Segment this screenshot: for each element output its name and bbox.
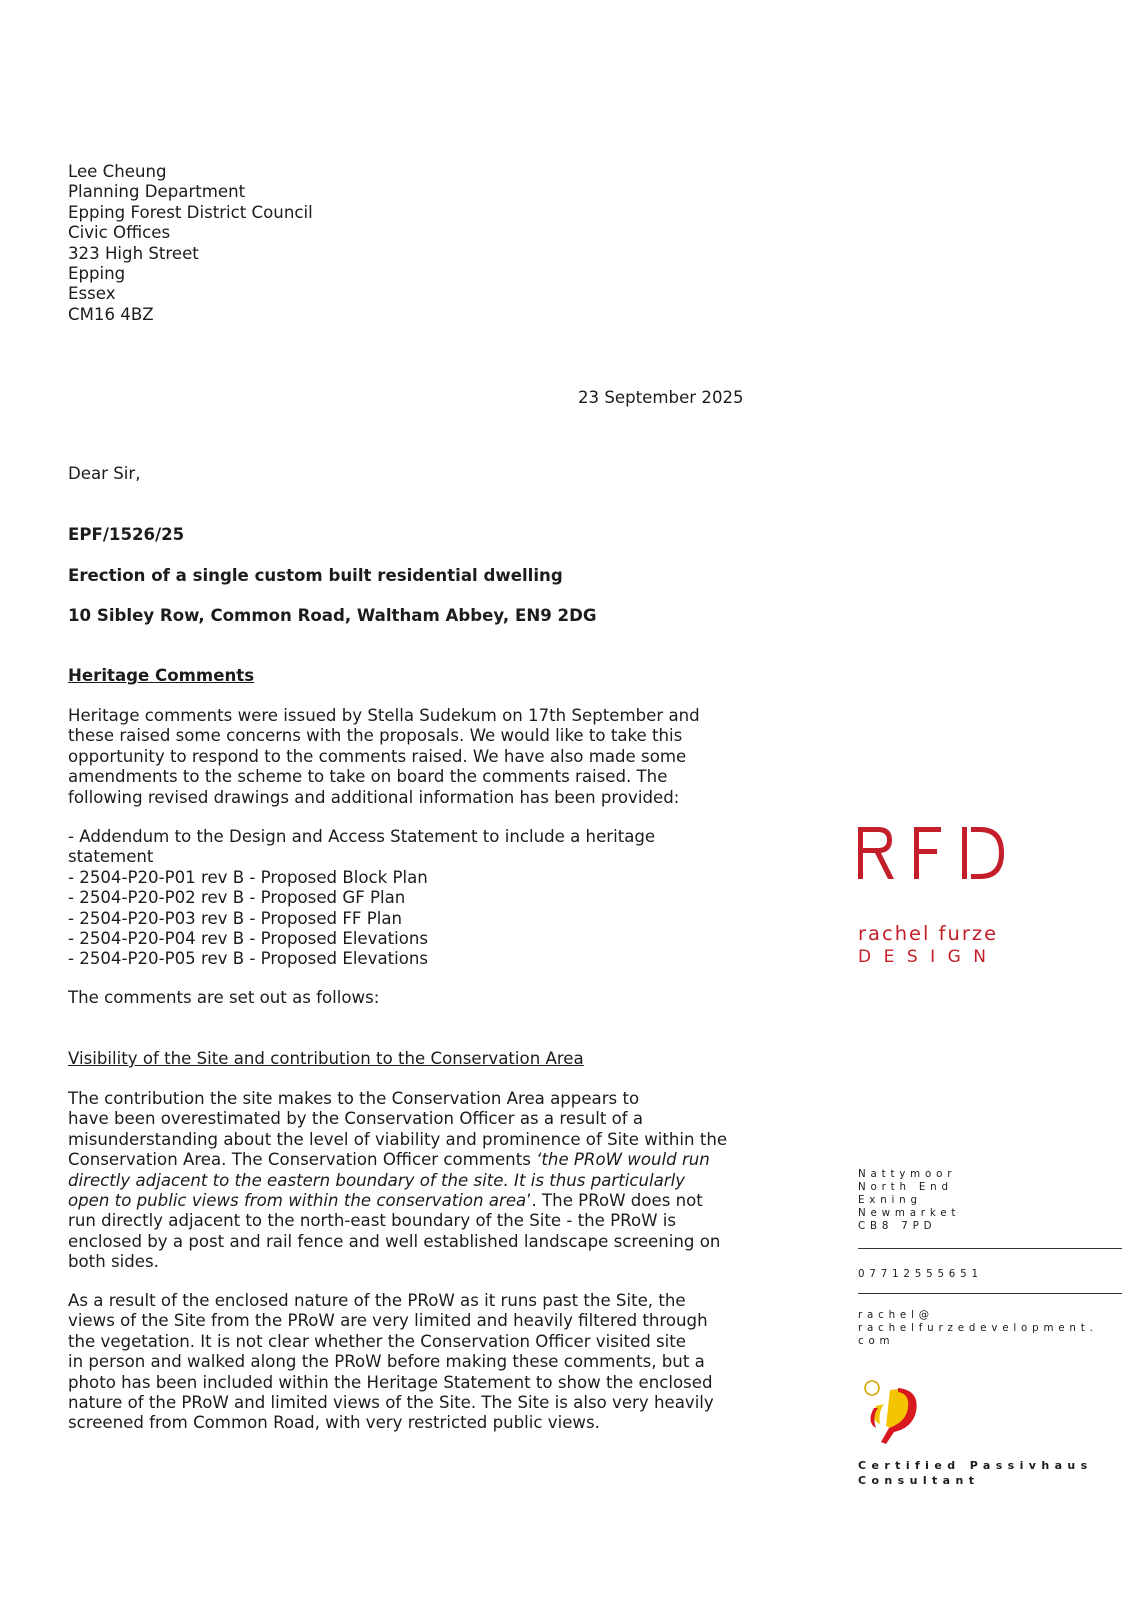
recipient-line: 323 High Street	[68, 243, 199, 263]
address-line: Newmarket	[858, 1207, 961, 1219]
recipient-line: Epping	[68, 264, 126, 284]
rfd-logo	[858, 827, 1008, 879]
list-item: - 2504-P20-P05 rev B - Proposed Elevations	[68, 949, 429, 969]
heritage-intro	[68, 706, 700, 808]
plain-text: ’. The PRoW does not	[526, 1191, 703, 1211]
address-line: Nattymoor	[858, 1168, 957, 1180]
paragraph-line: following revised drawings and additional information has been provided:	[68, 787, 680, 807]
heritage-heading: Heritage Comments	[68, 666, 255, 685]
letter-date: 23 September 2025	[578, 388, 744, 407]
paragraph-line: the vegetation. It is not clear whether the Conservation Officer visited site	[68, 1331, 686, 1351]
address-line: CB8 7PD	[858, 1220, 937, 1232]
quoted-text: ‘the PRoW would run	[536, 1150, 710, 1170]
drawings-list	[68, 827, 655, 970]
phone-number: 07712555651	[858, 1268, 983, 1280]
site-address: 10 Sibley Row, Common Road, Waltham Abbey, EN9 2DG	[68, 606, 597, 625]
recipient-line: Essex	[68, 284, 116, 304]
list-item: - 2504-P20-P01 rev B - Proposed Block Plan	[68, 867, 428, 887]
paragraph-line: misunderstanding about the level of viability and prominence of Site within the	[68, 1129, 728, 1149]
list-item: - 2504-P20-P04 rev B - Proposed Elevations	[68, 929, 429, 949]
paragraph-line: amendments to the scheme to take on board the comments raised. The	[68, 767, 668, 787]
paragraph-line: these raised some concerns with the proposals. We would like to take this	[68, 726, 683, 746]
paragraph-line: Heritage comments were issued by Stella Sudekum on 17th September and	[68, 706, 700, 725]
recipient-line: Planning Department	[68, 182, 246, 202]
paragraph-line	[68, 1150, 727, 1170]
divider	[858, 1248, 1122, 1249]
quoted-line: directly adjacent to the eastern boundary of the site. It is thus particularly	[68, 1170, 686, 1190]
recipient-line: CM16 4BZ	[68, 304, 154, 324]
cert-line: Certified Passivhaus	[858, 1459, 1093, 1472]
brand-word: DESIGN	[858, 947, 999, 967]
email-address	[858, 1309, 1098, 1348]
recipient-line: Civic Offices	[68, 223, 171, 243]
salutation: Dear Sir,	[68, 464, 141, 483]
list-item: - 2504-P20-P02 rev B - Proposed GF Plan	[68, 888, 406, 908]
email-line: rachel@	[858, 1309, 934, 1321]
divider	[858, 1293, 1122, 1294]
list-item: - Addendum to the Design and Access Statement to include a heritage	[68, 827, 656, 846]
paragraph-line: run directly adjacent to the north-east boundary of the Site - the PRoW is	[68, 1211, 677, 1231]
paragraph-line: As a result of the enclosed nature of the PRoW as it runs past the Site, the	[68, 1291, 686, 1310]
paragraph-line: in person and walked along the PRoW before making these comments, but a	[68, 1352, 705, 1372]
plain-text: Conservation Area. The Conservation Officer comments	[68, 1150, 537, 1170]
paragraph-line: views of the Site from the PRoW are very limited and heavily filtered through	[68, 1311, 708, 1331]
paragraph-line: screened from Common Road, with very restricted public views.	[68, 1413, 600, 1433]
recipient-line: Lee Cheung	[68, 162, 167, 181]
recipient-address	[68, 162, 313, 325]
brand-name: rachel furze	[858, 922, 999, 945]
visibility-paragraph-1	[68, 1089, 727, 1273]
reference-number: EPF/1526/25	[68, 525, 185, 544]
paragraph-line: opportunity to respond to the comments raised. We have also made some	[68, 746, 687, 766]
paragraph-line: enclosed by a post and rail fence and well established landscape screening on	[68, 1231, 721, 1251]
proposal-title: Erection of a single custom built residential dwelling	[68, 566, 563, 585]
paragraph-line: nature of the PRoW and limited views of the Site. The Site is also very heavily	[68, 1393, 714, 1413]
email-line: rachelfurzedevelopment.	[858, 1322, 1098, 1334]
passivhaus-logo-icon	[860, 1380, 920, 1446]
paragraph-line	[68, 1191, 727, 1211]
cert-line: Consultant	[858, 1474, 980, 1487]
company-address	[858, 1168, 960, 1233]
visibility-heading: Visibility of the Site and contribution to the Conservation Area	[68, 1049, 584, 1068]
set-out-text: The comments are set out as follows:	[68, 988, 380, 1007]
passivhaus-certification	[858, 1458, 1093, 1488]
paragraph-line: have been overestimated by the Conservation Officer as a result of a	[68, 1109, 644, 1129]
address-line: Exning	[858, 1194, 922, 1206]
recipient-line: Epping Forest District Council	[68, 202, 313, 222]
paragraph-line: both sides.	[68, 1252, 159, 1272]
paragraph-line: The contribution the site makes to the Conservation Area appears to	[68, 1089, 640, 1108]
email-line: com	[858, 1335, 895, 1347]
list-item: statement	[68, 847, 154, 867]
list-item: - 2504-P20-P03 rev B - Proposed FF Plan	[68, 908, 403, 928]
address-line: North End	[858, 1181, 953, 1193]
visibility-paragraph-2	[68, 1291, 714, 1434]
quoted-text: open to public views from within the conservation area	[68, 1191, 527, 1211]
paragraph-line: photo has been included within the Heritage Statement to show the enclosed	[68, 1372, 713, 1392]
